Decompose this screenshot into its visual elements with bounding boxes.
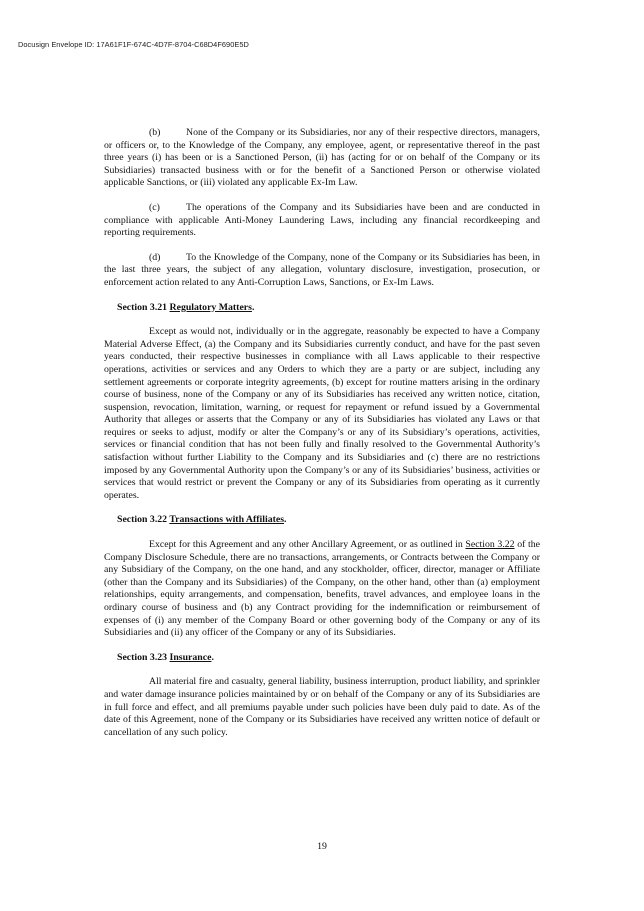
- paragraph-d-label: (d): [149, 251, 161, 263]
- section-3-21-number: Section 3.21: [117, 301, 168, 313]
- paragraph-c-text: The operations of the Company and its Subsidiaries have been and are conducted in compliance with applicable Anti-Money Laundering Laws, including any financial recordkeeping and reporting requirements.: [104, 201, 540, 239]
- paragraph-c-label: (c): [149, 201, 160, 213]
- paragraph-d: [104, 252, 540, 290]
- document-body: [104, 127, 540, 739]
- paragraph-b-label: (b): [149, 127, 161, 138]
- paragraph-c: [104, 202, 540, 240]
- paragraph-b: [104, 127, 540, 190]
- section-3-22-number: Section 3.22: [117, 514, 168, 526]
- section-3-21-body: Except as would not, individually or in the aggregate, reasonably be expected to have a Company Material Adverse Effect, (a) the Company and its Subsidiaries currently conduct, and have for the past seven years conducted, their respective businesses in compliance with all Laws applicable to their respective operations, activities or services and any Orders to which they are a party or are subject, including any settlement agreements or corporate integrity agreements, (b) except for routine matters arising in the ordinary course of business, none of the Company or any of its Subsidiaries has received any written notice, citation, suspension, revocation, limitation, warning, or request for repayment or refund issued by a Governmental Authority that alleges or asserts that the Company or any of its Subsidiaries has violated any Laws or that requires or seeks to adjust, modify or alter the Company’s or any of its Subsidiary’s operations, activities, services or financial condition that has not been fully and finally resolved to the Governmental Authority’s satisfaction without further Liability to the Company and its Subsidiaries and (c) there are no restrictions imposed by any Governmental Authority upon the Company’s or any of its Subsidiaries’ business, activities or services that would restrict or prevent the Company or any of its Subsidiaries from operating as it currently operates.: [104, 326, 540, 501]
- section-3-21-title: Regulatory Matters: [169, 301, 252, 313]
- page-number: 19: [317, 841, 327, 852]
- section-3-23-number: Section 3.23: [117, 651, 168, 663]
- section-3-22-body: [104, 539, 540, 640]
- section-3-22-heading: Section 3.22 Transactions with Affiliates.: [117, 514, 287, 526]
- paragraph-d-text: To the Knowledge of the Company, none of the Company or its Subsidiaries has been, in the last three years, the subject of any allegation, voluntary disclosure, investigation, prosecution, or enforcement action related to any Anti-Corruption Laws, Sanctions, or Ex-Im Laws.: [104, 251, 540, 288]
- docusign-envelope-id: Docusign Envelope ID: 17A61F1F-674C-4D7F-8704-C68D4F690E5D: [18, 40, 249, 49]
- section-3-22-reference: Section 3.22: [465, 539, 515, 551]
- section-3-23-title: Insurance: [169, 651, 212, 663]
- paragraph-b-text: None of the Company or its Subsidiaries, nor any of their respective directors, managers, or officers or, to the Knowledge of the Company, any employee, agent, or representative thereof in the past three years (i) has been or is a Sanctioned Person, (ii) has (acting for or on behalf of the Company or its Subsidiaries) transacted business with or for the benefit of a Sanctioned Person or otherwise violated applicable Sanctions, or (iii) violated any applicable Ex-Im Law.: [104, 127, 540, 189]
- section-3-22-text-before: Except for this Agreement and any other Ancillary Agreement, or as outlined in: [149, 539, 466, 551]
- section-3-21-heading: Section 3.21 Regulatory Matters.: [117, 301, 255, 313]
- section-3-23-heading: Section 3.23 Insurance.: [117, 651, 214, 663]
- section-3-22-title: Transactions with Affiliates: [169, 514, 285, 526]
- section-3-22-text-after: of the Company Disclosure Schedule, there are no transactions, arrangements, or Contracts between the Company or any Subsidiary of the Company, on the one hand, and any stockholder, officer, director, manager or Affiliate (other than the Company and its Subsidiaries) of the Company, on the other hand, other than (a) employment relationships, equity arrangements, and compensation, benefits, travel advances, and employee loans in the ordinary course of business and (b) any Contract providing for the indemnification or reimbursement of expenses of (i) any member of the Company Board or other governing body of the Company or any of its Subsidiaries and (ii) any officer of the Company or any of its Subsidiaries.: [104, 539, 540, 639]
- section-3-23-body: All material fire and casualty, general liability, business interruption, product liability, and sprinkler and water damage insurance policies maintained by or on behalf of the Company or any of its Subsidiaries are in full force and effect, and all premiums payable under such policies have been duly paid to date. As of the date of this Agreement, none of the Company or its Subsidiaries have received any written notice of default or cancellation of any such policy.: [104, 676, 540, 738]
